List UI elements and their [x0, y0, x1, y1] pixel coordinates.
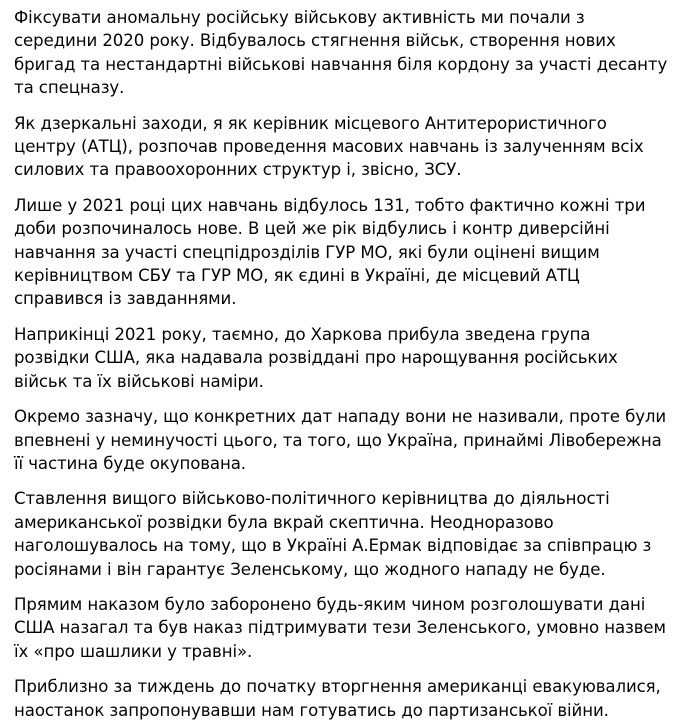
paragraph-3: Лише у 2021 році цих навчань відбулось 131, тобто фактично кожні три доби розпочиналось нове. В цей же рік відбулись і контр диверсійні навчання за участі спецпідрозділів ГУР МО, які були оцінені вищим керівництвом СБУ та ГУР МО, як єдині в Україні, де місцевий АТЦ справився із завданнями. [14, 195, 646, 309]
paragraph-1: Фіксувати аномальну російську військову активність ми почали з середини 2020 року. Відбувалось стягнення військ, створення нових бригад та нестандартні військові навчання біля кордону за участі десанту та спецназу. [14, 8, 668, 98]
paragraph-2: Як дзеркальні заходи, я як керівник місцевого Антитерористичного центру (АТЦ), розпочав проведення масових навчань із залученням всіх силових та правоохоронних структур і, звісно, ЗСУ. [14, 113, 644, 180]
paragraph-6: Ставлення вищого військово-політичного керівництва до діяльності американської розвідки була вкрай скептична. Неодноразово наголошувалось на тому, що в Україні А.Ермак відповідає за співпрацю з росіянами і він гарантує Зеленському, що жодного нападу не буде. [14, 489, 652, 579]
paragraph-8: Приблизно за тиждень до початку вторгнення американці евакуювалися, наостанок запропонувавши нам готуватись до партизанської війни. [14, 677, 661, 720]
paragraph-4: Наприкінці 2021 року, таємно, до Харкова прибула зведена група розвідки США, яка надавала розвіддані про нарощування російських військ та їх військові наміри. [14, 324, 618, 391]
paragraph-5: Окремо зазначу, що конкретних дат нападу вони не називали, проте були впевнені у неминучості цього, та того, що Україна, принаймі Лівобережна її частина буде окупована. [14, 407, 667, 473]
paragraph-7: Прямим наказом було заборонено будь-яким чином розголошувати дані США назагал та був наказ підтримувати тези Зеленського, умовно назвем їх «про шашлики у травні». [14, 594, 666, 661]
